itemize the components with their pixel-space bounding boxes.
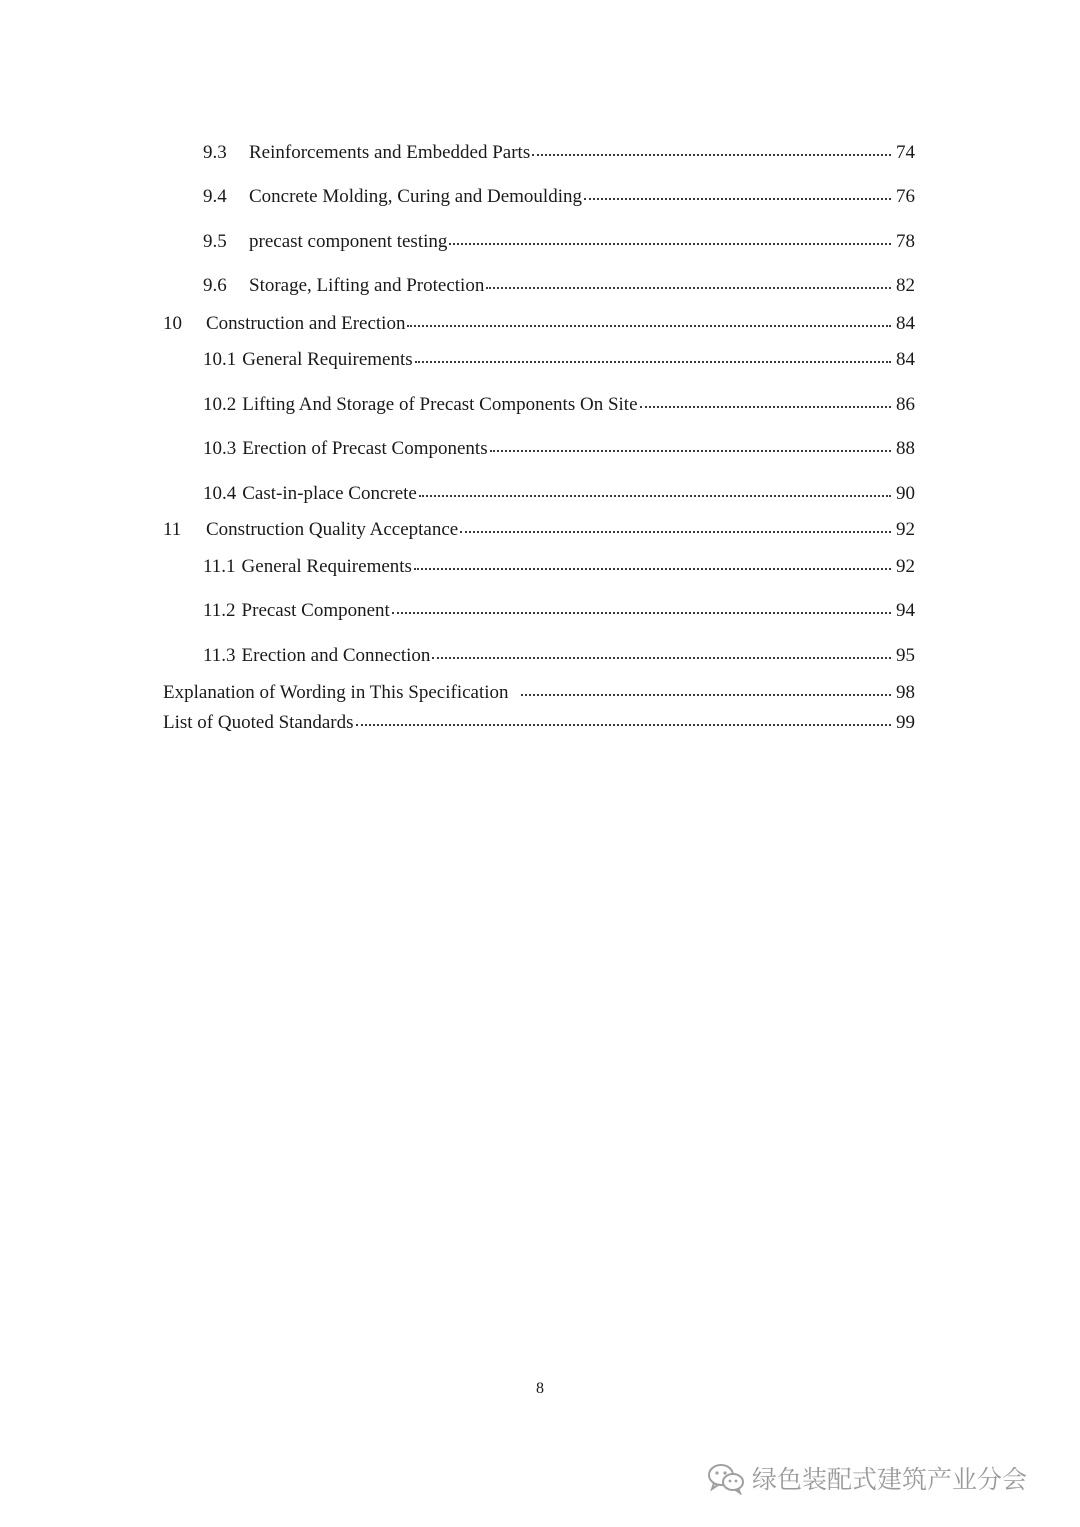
toc-entry-page: 74 [896,142,915,163]
toc-entry-title: Erection of Precast Components [242,438,488,459]
toc-entry-page: 90 [896,483,915,504]
dot-leader [432,643,891,661]
toc-entry-title: Construction and Erection [206,313,406,334]
toc-entry-number: 10.4 [203,483,237,504]
toc-entry-page: 94 [896,600,915,621]
toc-entry-10[interactable] [163,309,915,339]
toc-entry-list-of-quoted-standards[interactable] [163,708,915,738]
toc-entry-number: 11.3 [203,645,236,666]
toc-entry-10-3[interactable] [203,434,915,464]
toc-entry-title: precast component testing [249,231,448,252]
dot-leader [449,229,891,247]
toc-entry-page: 78 [896,231,915,252]
dot-leader [532,140,891,158]
dot-leader [419,481,891,499]
toc-entry-number: 11.1 [203,556,236,577]
dot-leader [407,311,891,329]
toc-entry-title: General Requirements [242,349,413,370]
toc-entry-title: Lifting And Storage of Precast Components On Site [242,394,638,415]
dot-leader [392,598,891,616]
toc-entry-number: 10.3 [203,438,237,459]
watermark [706,1460,1027,1496]
dot-leader [460,517,891,535]
dot-leader [415,347,891,365]
dot-leader [414,554,891,572]
toc-entry-title: List of Quoted Standards [163,712,354,733]
toc-entry-title: Storage, Lifting and Protection [249,275,485,296]
toc-entry-9-6[interactable] [203,271,915,301]
toc-entry-page: 92 [896,519,915,540]
toc-entry-11[interactable] [163,515,915,545]
wechat-icon [706,1461,746,1495]
dot-leader [640,392,891,410]
toc-entry-title: Construction Quality Acceptance [206,519,459,540]
toc-entry-page: 84 [896,349,915,370]
toc-entry-number: 10.2 [203,394,237,415]
toc-entry-9-5[interactable] [203,227,915,257]
toc-entry-page: 76 [896,186,915,207]
toc-entry-explanation-of-wording[interactable] [163,678,915,708]
toc-entry-number: 11 [163,519,182,540]
toc-entry-number: 9.3 [203,142,227,163]
toc-entry-9-3[interactable] [203,138,915,168]
toc-entry-11-2[interactable] [203,596,915,626]
toc-entry-page: 84 [896,313,915,334]
dot-leader [584,184,891,202]
dot-leader [486,273,891,291]
toc-entry-page: 88 [896,438,915,459]
toc-entry-11-1[interactable] [203,552,915,582]
toc-entry-page: 99 [896,712,915,733]
toc-entry-10-4[interactable] [203,479,915,509]
toc-entry-number: 9.6 [203,275,227,296]
watermark-text: 绿色装配式建筑产业分会 [752,1465,1028,1494]
dot-leader [356,710,891,728]
toc-entry-page: 95 [896,645,915,666]
toc-entry-number: 9.4 [203,186,227,207]
toc-entry-title: General Requirements [241,556,412,577]
toc-entry-title: Concrete Molding, Curing and Demoulding [249,186,582,207]
toc-entry-10-1[interactable] [203,345,915,375]
toc-entry-page: 98 [896,682,915,703]
toc-entry-10-2[interactable] [203,390,915,420]
toc-entry-number: 9.5 [203,231,227,252]
toc-entry-title: Explanation of Wording in This Specification [163,682,509,703]
toc-entry-title: Reinforcements and Embedded Parts [249,142,531,163]
toc-entry-number: 11.2 [203,600,236,621]
toc-entry-page: 82 [896,275,915,296]
toc-entry-page: 92 [896,556,915,577]
toc-entry-title: Cast-in-place Concrete [242,483,417,504]
toc-entry-page: 86 [896,394,915,415]
toc-entry-title: Precast Component [241,600,390,621]
toc-entry-9-4[interactable] [203,182,915,212]
page-number: 8 [536,1380,544,1397]
dot-leader [490,436,891,454]
toc-entry-11-3[interactable] [203,641,915,671]
toc-entry-number: 10 [163,313,182,334]
toc-entry-number: 10.1 [203,349,237,370]
dot-leader [521,680,891,698]
toc-entry-title: Erection and Connection [241,645,431,666]
